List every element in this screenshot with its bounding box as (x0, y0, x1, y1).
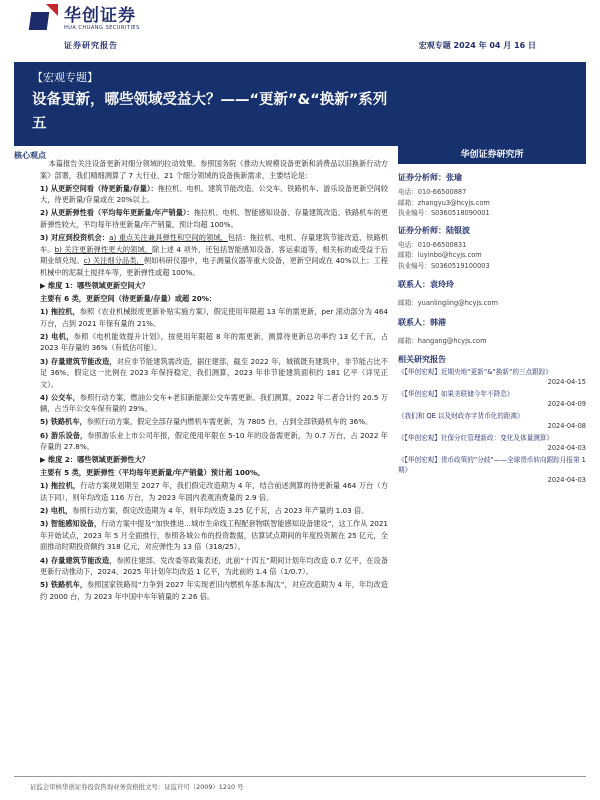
contact-2 (398, 317, 586, 347)
i5-label: 5) 铁路机车， (40, 417, 87, 427)
footer-divider (14, 776, 586, 777)
item-j1 (40, 480, 388, 503)
j3-text: 行动方案中提及“加快推进...城市生命线工程配套物联智能感知设备建设”，这工作从 2021 年开始试点，2023 年 5 月全面推行，参照各城公布的投资数据，估算试点期间的年度投资额在 25 亿元，全面推动时期投资额约 318 亿元，对应弹性为 13 倍（318/25）。 (40, 519, 388, 552)
related-report[interactable]: 《【华创宏观】近期央地“更新”&“换新”的三点跟踪》 (398, 368, 552, 376)
i4-text: 参照行动方案，燃油公交车+老旧新能源公交车需更新。我们测算，2022 年二者合计约 20.5 万辆，占当年公交车保有量的 29%。 (40, 392, 388, 414)
j4-text: 参照住建部、发改委等政策表述，此前“十四五”期间计划年均改造 0.7 亿平，在设备更新行动推动下，2024、2025 年计划年均改造 1 亿平，为此前的 1.4 倍（1/0.7）。 (40, 555, 389, 577)
dimension-1-heading: ▶ 维度 1：哪些领域更新空间大？ (40, 280, 149, 290)
analyst-1-phone: 电话：010-66500887 (398, 188, 467, 196)
j1-text: 行动方案规划期至 2027 年，我们假定改造期为 4 年，结合前述测算的待更新量 464 万台（方法下同），则年均改造 116 万台，为 2023 年国内表观消费量的 2.9 倍。 (40, 481, 389, 503)
j2-text: 参照行动方案，假定改造期为 4 年，则年均改造 3.25 亿千瓦，占 2023 年产量的 1.03 倍。 (72, 506, 369, 516)
c3-b: b) 关注更新弹性更大的领域， (54, 244, 153, 254)
footer-disclaimer: 证监会审核华创证券投资咨询业务资格批文号：证监许可（2009）1210 号 (30, 783, 244, 791)
core-view-heading: 核心观点 (14, 151, 46, 160)
related-report[interactable]: 《【华创宏观】社保分红管理新政：变化及体量测算》 (398, 434, 553, 442)
related-report-date: 2024-04-15 (547, 378, 586, 386)
item-j3 (40, 518, 388, 553)
dimension-2-sub: 主要有 5 类，更新弹性（平均每年更新量/年产销量）预计超 100%。 (40, 468, 265, 478)
item-j4 (40, 555, 388, 578)
j2-label: 2) 电机， (40, 506, 73, 516)
analyst-1-role: 证券分析师：张瑜 (398, 173, 462, 182)
i2-label: 2) 电机， (40, 331, 74, 341)
c3-a2: 包括：拖拉机、电机、存量建筑节能改造、铁路机车。 (40, 233, 388, 254)
i1-text: 参照《农业机械报废更新补贴实施方案》，假定使用年限超 13 年的需更新，per 滚动部分为 464 万台，占到 2021 年保有量的 21%。 (40, 307, 388, 328)
analyst-2-role: 证券分析师：陆银波 (398, 225, 470, 235)
conclusion-1 (40, 183, 388, 206)
main-content (40, 158, 388, 604)
report-date: 宏观专题 2024 年 04 月 16 日 (418, 41, 536, 50)
contact-2-role: 联系人：韩港 (398, 317, 446, 327)
conclusion-2 (40, 207, 388, 230)
item-5 (40, 416, 388, 428)
item-1 (40, 306, 388, 329)
contact-1-role: 联系人：袁玲玲 (398, 280, 454, 289)
logo-mark-icon (30, 4, 60, 34)
c1-text: 拖拉机、电机、建筑节能改造、公交车、铁路机车、游乐设备更新空间较大，待更新量/存量或在 20%以上。 (40, 183, 388, 205)
j5-label: 5) 铁路机车， (40, 580, 88, 590)
report-type: 证券研究报告 (64, 41, 118, 50)
analyst-1-mail[interactable]: 邮箱：zhangyu3@hcyjs.com (398, 198, 490, 207)
c3-b2: 除上述 4 项外，还包括智能感知设备、客运索道等，相关标的或受益于后期业绩兑现。 (40, 244, 388, 266)
item-2 (40, 331, 388, 354)
analyst-2-cert: 执业编号：S0360519100003 (398, 261, 490, 270)
analyst-2 (398, 225, 586, 272)
related-report[interactable]: 《【华创宏观】如果美联储今年不降息》 (398, 390, 514, 398)
j1-label: 1) 拖拉机， (40, 481, 81, 491)
contact-1 (398, 279, 586, 309)
j5-text: 参照国家铁路局“力争到 2027 年实现老旧内燃机车基本淘汰”，对应改造期为 4 年，年均改造约 2000 台，为 2023 年中国中车年销量的 2.26 倍。 (40, 580, 388, 601)
sidebar (398, 166, 586, 487)
item-3 (40, 356, 388, 391)
i2-text: 参照《电机能效提升计划》，按使用年限超 8 年的需更新，测算待更新总功率约 13 亿千瓦，占 2023 年存量的 36%（有低估可能）。 (40, 331, 388, 353)
dimension-2-heading: ▶ 维度 2：哪些领域更新弹性大？ (40, 455, 149, 465)
i6-label: 6) 游乐设备， (40, 430, 88, 440)
i1-label: 1) 拖拉机， (40, 307, 80, 317)
related-report-date: 2024-04-08 (547, 422, 586, 430)
company-logo (30, 4, 140, 34)
item-j5 (40, 579, 388, 602)
c1-label: 1) 从更新空间看（待更新量/存量）： (40, 183, 158, 193)
j3-label: 3) 智能感知设备， (40, 519, 102, 529)
banner-tag: 【宏观专题】 (32, 71, 98, 84)
c3-c2: 例如科研仪器中，电子测量仪器等重大设备，更新空间或在 40%以上；工程机械中的泥凝土搅拌车等，更新弹性或超 100%。 (40, 256, 388, 277)
related-report-date: 2024-04-09 (547, 400, 586, 408)
i6-text: 参照游乐业上市公司年报，假定使用年限在 5-10 年的设备需更新，为 0.7 万台，占 2022 年存量的 27.8%。 (40, 430, 388, 452)
c2-text: 拖拉机、电机、智能感知设备、存量建筑改造、铁路机车的更新弹性较大，平均每年待更新量/年产销量，预计均超 100%。 (40, 208, 388, 229)
analyst-1 (398, 172, 586, 219)
item-j2 (40, 505, 388, 517)
conclusion-3 (40, 232, 388, 278)
i5-text: 参照行动方案，假定全部存量内燃机车需更新，为 7805 台，占到全部铁路机车的 36%。 (86, 417, 373, 427)
related-report[interactable]: 《我们和 QE 以及财政赤字货币化的距离》 (398, 412, 524, 420)
related-report-date: 2024-04-03 (547, 476, 586, 484)
related-reports-list (398, 367, 586, 485)
c3-c: c) 关注细分品类， (83, 256, 144, 266)
analyst-2-mail[interactable]: 邮箱：luyinbo@hcyjs.com (398, 251, 482, 259)
logo-cn: 华创证券 (64, 6, 136, 26)
contact-2-mail[interactable]: 邮箱：hangang@hcyjs.com (398, 336, 487, 345)
intro-paragraph: 本篇报告关注设备更新对细分领域的拉动效果。参照国务院《推动大规模设备更新和消费品以旧换新行动方案》部署，我们精细测算了 7 大行业、21 个细分领域的设备换新需求，主要结论是： (40, 159, 388, 180)
title-banner (14, 62, 586, 146)
analyst-1-cert: 执业编号：S0360518090001 (398, 209, 490, 217)
i3-text: 对应非节能建筑需改造，据住建部，截至 2022 年，城镇既有建筑中，非节能占比不足 36%。假定这一比例在 2023 年保持稳定，我们测算，2023 年非节能建筑面积约 181 亿平（详见正文）。 (40, 356, 388, 389)
c3-label: 3) 对应到投资机会： (40, 233, 110, 243)
dimension-1-sub: 主要有 6 类，更新空间（待更新量/存量）或超 20%： (40, 294, 217, 304)
item-6 (40, 430, 388, 453)
related-report-date: 2024-04-03 (547, 444, 586, 452)
j4-label: 4) 存量建筑节能改造， (40, 555, 117, 565)
related-report[interactable]: 《【华创宏观】货币政策的“分歧”——全球货币转向跟踪月报第 1 期》 (398, 456, 586, 474)
i3-label: 3) 存量建筑节能改造， (40, 356, 117, 366)
c3-a: a) 重点关注兼具弹性和空间的领域， (109, 233, 228, 243)
page-title: 设备更新，哪些领域受益大？——“更新”&“换新”系列五 (32, 92, 388, 132)
i4-label: 4) 公交车， (40, 392, 80, 402)
institute-heading: 华创证券研究所 (398, 146, 586, 164)
related-reports-heading: 相关研究报告 (398, 355, 446, 364)
item-4 (40, 392, 388, 415)
contact-1-mail[interactable]: 邮箱：yuanlingling@hcyjs.com (398, 299, 498, 307)
analyst-2-phone: 电话：010-66500831 (398, 240, 467, 249)
c2-label: 2) 从更新弹性看（平均每年更新量/年产销量）： (40, 208, 194, 218)
logo-en: HUA CHUANG SECURITIES (64, 25, 140, 31)
